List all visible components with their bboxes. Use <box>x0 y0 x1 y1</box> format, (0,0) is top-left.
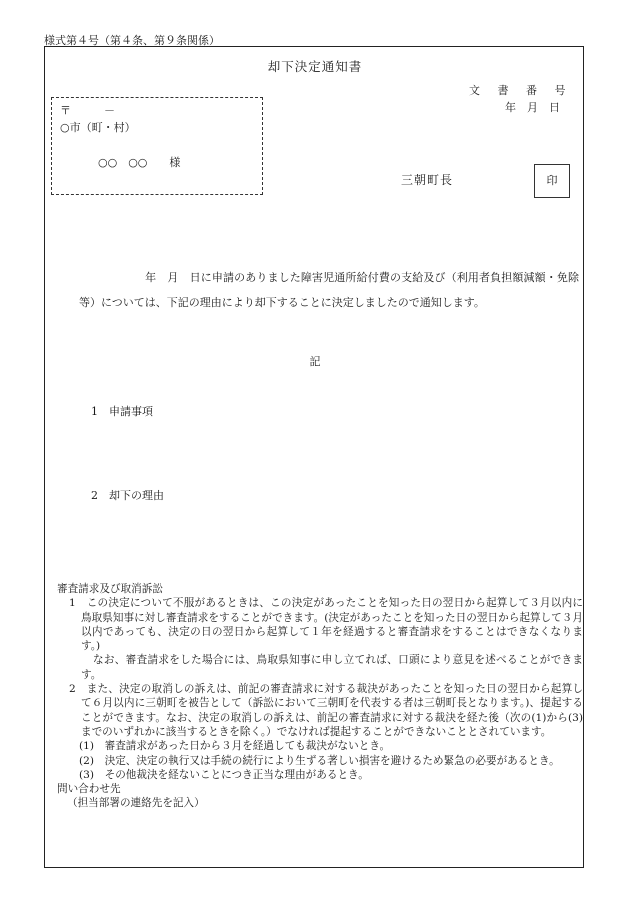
appeal-heading: 審査請求及び取消訴訟 <box>57 583 163 595</box>
appeal-para-1: 1 この決定について不服があるときは、この決定があったことを知った日の翌日から起算して３月以内に鳥取県知事に対し審査請求をすることができます。(決定があったことを知った日の翌日から起算して３月以内であっても、決定の日の翌日から起算して１年を経過すると審査請求をすることはできなくなります。) <box>69 597 583 653</box>
document-title: 却下決定通知書 <box>267 59 363 74</box>
document-frame <box>44 46 584 868</box>
appeal-sub-1: (1) 審査請求があった日から３月を経過しても裁決がないとき。 <box>79 740 391 753</box>
appeal-sub-3: (3) その他裁決を経ないことにつき正当な理由があるとき。 <box>79 768 369 781</box>
recipient-city: ○市（町・村） <box>60 121 136 134</box>
recipient-name: ○○ ○○ 様 <box>98 156 181 169</box>
appeal-para-1b: なお、審査請求をした場合には、鳥取県知事に申し立てれば、口頭により意見を述べることができます。 <box>81 654 583 681</box>
item-reason: 2 却下の理由 <box>91 489 164 502</box>
address-box <box>51 97 263 195</box>
inquiry-detail: （担当部署の連絡先を記入） <box>67 797 205 810</box>
inquiry-heading: 問い合わせ先 <box>57 783 121 796</box>
item-application: 1 申請事項 <box>91 405 153 418</box>
seal-box: 印 <box>534 164 570 198</box>
notice-body <box>79 265 579 315</box>
appeal-section <box>57 582 583 811</box>
form-number: 様式第４号（第４条、第９条関係） <box>44 34 220 47</box>
notice-body-text: 年 月 日に申請のありました障害児通所給付費の支給及び（利用者負担額減額・免除等）については、下記の理由により却下することに決定しましたので通知します。 <box>79 271 579 309</box>
document-date-label: 年 月 日 <box>505 101 560 114</box>
ki-heading: 記 <box>309 355 321 368</box>
appeal-sub-2: (2) 決定、決定の執行又は手続の続行により生ずる著しい損害を避けるため緊急の必要があるとき。 <box>79 754 560 767</box>
sender-name: 三朝町長 <box>401 173 454 187</box>
appeal-para-2: 2 また、決定の取消しの訴えは、前記の審査請求に対する裁決があったことを知った日の翌日から起算して６月以内に三朝町を被告として（訴訟において三朝町を代表する者は三朝町長となります。)、提起することができます。なお、決定の取消しの訴えは、前記の審査請求に対する裁決を経た後（次の(1)から(3)までのいずれかに該当するときを除く。）でなければ提起することができないこととされています。 <box>69 683 583 738</box>
postal-code: 〒 － <box>60 104 115 117</box>
document-number-label: 文 書 番 号 <box>469 84 573 97</box>
